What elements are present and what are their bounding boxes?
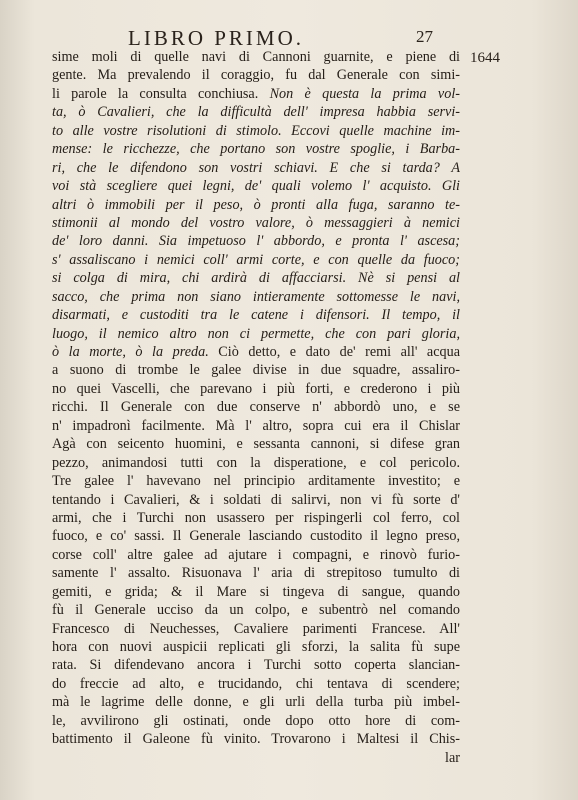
italic-text-segment: si colga di mira, chi ardirà di affacciarsi. Nè si pensi al	[52, 270, 460, 287]
text-line	[52, 638, 460, 656]
text-segment: gente. Ma prevalendo il coraggio, fu dal Generale con simi-	[52, 67, 460, 84]
text-line	[52, 730, 460, 748]
text-line	[52, 177, 460, 195]
text-segment: mà le lagrime delle donne, e gli urli della turba più imbel-	[52, 694, 460, 711]
italic-text-segment: s' assaliscano i nemici coll' armi corte, e con quelle da fuoco;	[52, 251, 460, 268]
text-segment: battimento il Galeone fù vinito. Trovarono i Maltesi il Chis-	[52, 731, 460, 748]
text-segment: n' impadronì facilmente. Mà l' altro, sopra cui era il Chislar	[52, 417, 460, 434]
text-line	[52, 527, 460, 545]
text-segment: rata. Si difendevano ancora i Turchi sotto coperta slancian-	[52, 657, 460, 674]
text-segment: Ciò detto, e dato de' remi all' acqua	[218, 344, 460, 360]
text-segment: do freccie ad alto, e trucidando, chi tentava di scendere;	[52, 675, 460, 692]
text-line	[52, 693, 460, 711]
text-line	[52, 472, 460, 490]
text-line	[52, 398, 460, 416]
italic-text-segment: luogo, il nemico altro non ci permette, che con pari gloria,	[52, 325, 460, 342]
text-segment: Tre galee l' havevano nel principio arditamente investito; e	[52, 473, 460, 490]
text-line	[52, 564, 460, 582]
text-line	[52, 675, 460, 693]
text-segment: a suono di trombe le galee divise in due squadre, assaliro-	[52, 362, 460, 379]
text-segment: fù il Generale ucciso da un colpo, e subentrò nel comando	[52, 602, 460, 619]
page-number: 27	[416, 27, 433, 46]
text-segment: li parole la consulta conchiusa.	[52, 85, 270, 102]
text-line	[52, 325, 460, 343]
text-line	[52, 712, 460, 730]
text-line	[52, 251, 460, 269]
text-segment: Francesco di Neuchesses, Cavaliere parimenti Francese. All'	[52, 620, 460, 637]
italic-text-segment: ri, che le difendono son vostri schiavi. E che si tarda? A	[52, 159, 460, 176]
text-segment: corse coll' altre galee ad ajutare i compagni, e rinovò furio-	[52, 546, 460, 563]
text-segment: gemiti, e grida; & il Mare si tingeva di sangue, quando	[52, 583, 460, 600]
text-line	[52, 159, 460, 177]
page-header	[0, 26, 578, 50]
text-line	[52, 48, 460, 66]
text-line	[52, 343, 460, 361]
text-segment: Agà con seicento huomini, e sessanta cannoni, si difese gran	[52, 436, 460, 453]
text-line	[52, 361, 460, 379]
italic-text-segment: mense: le ricchezze, che portano son vostre spoglie, i Barba-	[52, 141, 460, 158]
margin-note-year: 1644	[470, 50, 500, 66]
text-segment: fuoco, e co' sassi. Il Generale lasciando custodito il legno preso,	[52, 528, 460, 545]
italic-text-segment: ò la morte, ò la preda.	[52, 344, 219, 360]
text-line	[52, 232, 460, 250]
text-segment: tentando i Cavalieri, & i soldati di salirvi, non vi fù sorte d'	[52, 491, 460, 508]
text-line	[52, 417, 460, 435]
text-line	[52, 380, 460, 398]
text-segment: sime moli di quelle navi di Cannoni guarnite, e piene di	[52, 49, 460, 65]
text-line	[52, 288, 460, 306]
text-segment: no quei Vascelli, che parevano i più forti, e crederono i più	[52, 380, 460, 397]
text-segment: ricchi. Il Generale con due conserve n' abbordò uno, e se	[52, 399, 460, 416]
text-segment: hora con nuovi auspicii replicati gli sforzi, la salita fù supe	[52, 639, 460, 655]
italic-text-segment: voi stà scegliere quei legni, de' quali volemo l' acquisto. Gli	[52, 178, 460, 195]
text-line	[52, 269, 460, 287]
text-line	[52, 509, 460, 527]
text-line	[52, 620, 460, 638]
italic-text-segment: Non è questa la prima vol-	[269, 85, 460, 102]
text-line	[52, 656, 460, 674]
text-segment: samente l' assalto. Risuonava l' aria di strepitoso tumulto di	[52, 565, 460, 582]
catchword: lar	[445, 749, 460, 766]
text-line	[52, 583, 460, 601]
text-line	[52, 140, 460, 158]
text-segment: armi, che i Turchi non usassero per rispingerli col ferro, col	[52, 509, 460, 526]
text-line	[52, 66, 460, 84]
text-line	[52, 491, 460, 509]
italic-text-segment: to alle vostre risolutioni di stimolo. Eccovi quelle machine im-	[52, 122, 460, 139]
italic-text-segment: ta, ò Cavalieri, che la difficultà dell' impresa habbia servi-	[52, 104, 460, 121]
italic-text-segment: stimonii al mondo del vostro valore, ò messaggieri à nemici	[52, 214, 460, 231]
text-line	[52, 601, 460, 619]
text-line	[52, 454, 460, 472]
text-line	[52, 306, 460, 324]
italic-text-segment: sacco, che prima non siano intieramente sottomesse le navi,	[52, 288, 460, 305]
text-segment: le, avvilirono gli ostinati, onde dopo otto hore di com-	[52, 712, 460, 729]
running-head: LIBRO PRIMO.	[128, 26, 305, 50]
italic-text-segment: disarmati, e custoditi tra le catene i difensori. Il tempo, il	[52, 307, 460, 324]
text-line	[52, 435, 460, 453]
text-segment: pezzo, animandosi tutti con la disperatione, e col pericolo.	[52, 454, 460, 471]
text-line	[52, 214, 460, 232]
text-line	[52, 546, 460, 564]
text-line	[52, 122, 460, 140]
body-text	[52, 48, 460, 767]
text-line	[52, 85, 460, 103]
italic-text-segment: de' loro danni. Sia impetuoso l' abbordo, e pronta l' ascesa;	[52, 233, 460, 250]
text-line	[52, 103, 460, 121]
text-line	[52, 196, 460, 214]
italic-text-segment: altri ò immobili per il peso, ò pronti alla fuga, saranno te-	[52, 196, 460, 213]
